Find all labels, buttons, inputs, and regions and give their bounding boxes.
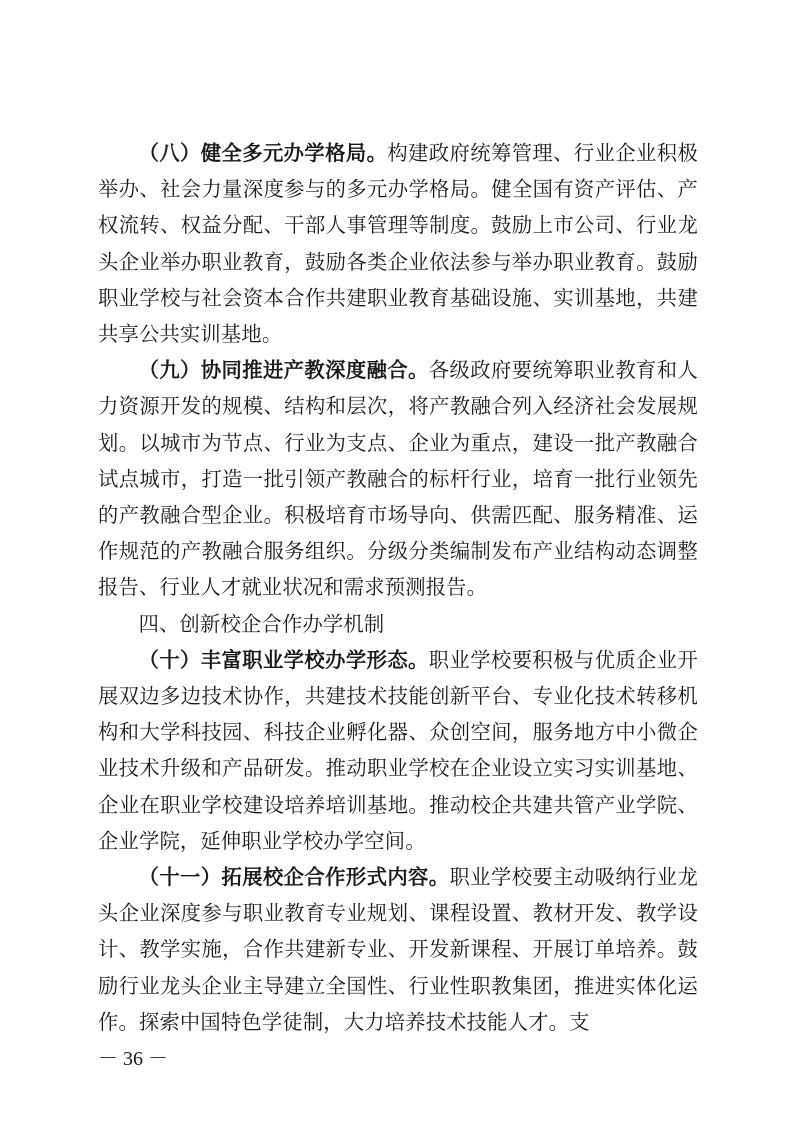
paragraph-11 <box>98 859 698 1040</box>
page-number: － 36 － <box>98 1048 168 1070</box>
paragraph-body: 职业学校要主动吸纳行业龙头企业深度参与职业教育专业规划、课程设置、教材开发、教学设计、教学实施，合作共建新专业、开发新课程、开展订单培养。鼓励行业龙头企业主导建立全国性、行业性职教集团，推进实体化运作。探索中国特色学徒制，大力培养技术技能人才。支 <box>98 865 698 1034</box>
paragraph-8 <box>98 135 698 352</box>
paragraph-heading: （八）健全多元办学格局。 <box>138 141 388 165</box>
section-title: 四、创新校企合作办学机制 <box>138 611 385 636</box>
paragraph-heading: （九）协同推进产教深度融合。 <box>138 358 429 383</box>
paragraph-heading: （十一）拓展校企合作形式内容。 <box>138 865 450 890</box>
paragraph-10 <box>98 642 698 859</box>
paragraph-body: 职业学校要积极与优质企业开展双边多边技术协作，共建技术技能创新平台、专业化技术转移机构和大学科技园、科技企业孵化器、众创空间，服务地方中小微企业技术升级和产品研发。推动职业学校在企业设立实习实训基地、企业在职业学校建设培养培训基地。推动校企共建共管产业学院、企业学院，延伸职业学校办学空间。 <box>98 647 698 853</box>
body-text <box>98 135 698 1040</box>
paragraph-9 <box>98 352 698 605</box>
paragraph-heading: （十）丰富职业学校办学形态。 <box>138 647 429 672</box>
paragraph-body: 构建政府统筹管理、行业企业积极举办、社会力量深度参与的多元办学格局。健全国有资产评估、产权流转、权益分配、干部人事管理等制度。鼓励上市公司、行业龙头企业举办职业教育，鼓励各类企业依法参与举办职业教育。鼓励职业学校与社会资本合作共建职业教育基础设施、实训基地，共建共享公共实训基地。 <box>98 141 698 347</box>
paragraph-body: 各级政府要统筹职业教育和人力资源开发的规模、结构和层次，将产教融合列入经济社会发展规划。以城市为节点、行业为支点、企业为重点，建设一批产教融合试点城市，打造一批引领产教融合的标杆行业，培育一批行业领先的产教融合型企业。积极培育市场导向、供需匹配、服务精准、运作规范的产教融合服务组织。分级分类编制发布产业结构动态调整报告、行业人才就业状况和需求预测报告。 <box>98 358 698 600</box>
